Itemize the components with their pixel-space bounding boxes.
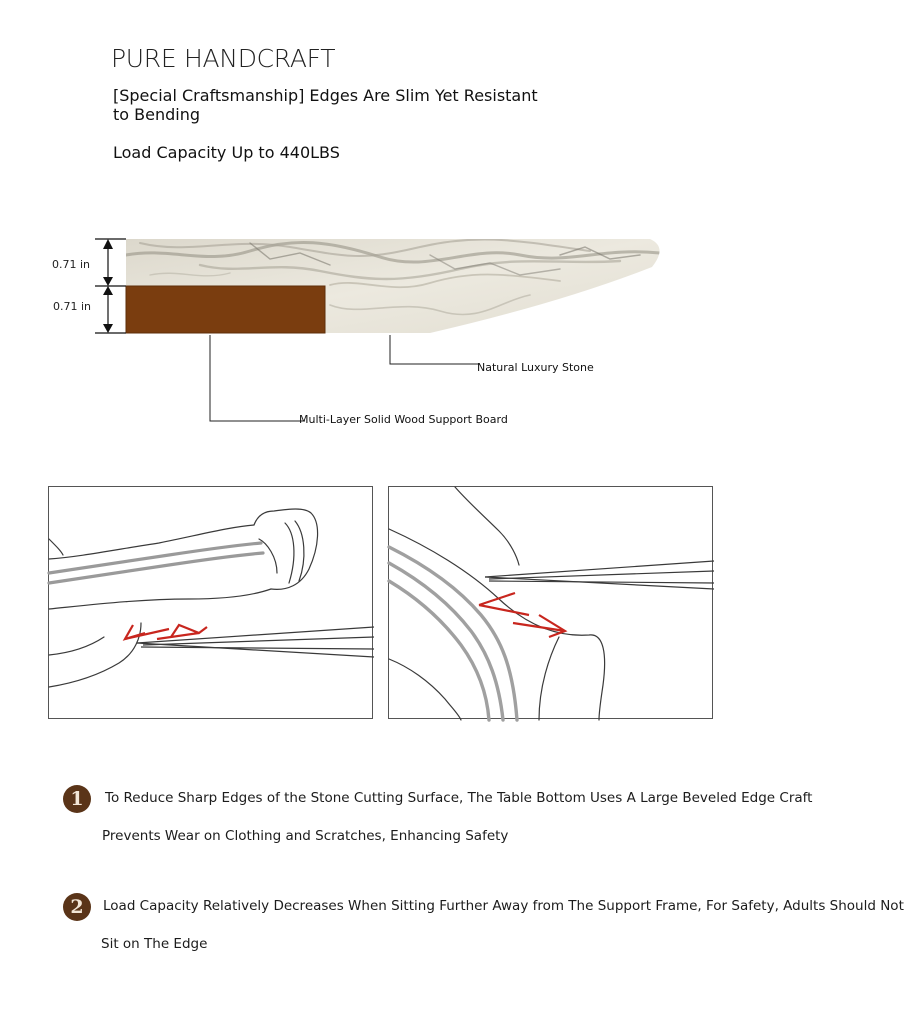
note-1-line-1: To Reduce Sharp Edges of the Stone Cutting Surface, The Table Bottom Uses A Large Beveled Edge Craft (105, 790, 813, 806)
illustration-arm-on-edge (48, 486, 373, 719)
note-1-line-2: Prevents Wear on Clothing and Scratches, Enhancing Safety (102, 828, 509, 844)
page-title: PURE HANDCRAFT (111, 44, 336, 73)
dimension-markers (95, 239, 126, 333)
note-2-line-2: Sit on The Edge (101, 936, 208, 952)
wood-callout-label: Multi-Layer Solid Wood Support Board (299, 413, 508, 426)
stone-callout-label: Natural Luxury Stone (477, 361, 594, 374)
step-number-badge: 2 (63, 893, 91, 921)
top-thickness-label: 0.71 in (52, 258, 91, 271)
subtitle: [Special Craftsmanship] Edges Are Slim Yet Resistant to Bending (113, 86, 538, 124)
wood-support-board (126, 286, 325, 333)
motion-arrow-icon (125, 625, 207, 639)
knee-on-edge-drawing (389, 487, 714, 720)
step-number-badge: 1 (63, 785, 91, 813)
load-capacity-text: Load Capacity Up to 440LBS (113, 143, 340, 162)
callout-leader-lines (210, 335, 480, 421)
illustration-knee-on-edge (388, 486, 713, 719)
bottom-thickness-label: 0.71 in (53, 300, 92, 313)
table-edge-cross-section-diagram (0, 225, 750, 440)
arm-on-edge-drawing (49, 487, 374, 720)
note-2-line-1: Load Capacity Relatively Decreases When Sitting Further Away from The Support Frame, For Safety, Adults Should Not (103, 898, 904, 914)
